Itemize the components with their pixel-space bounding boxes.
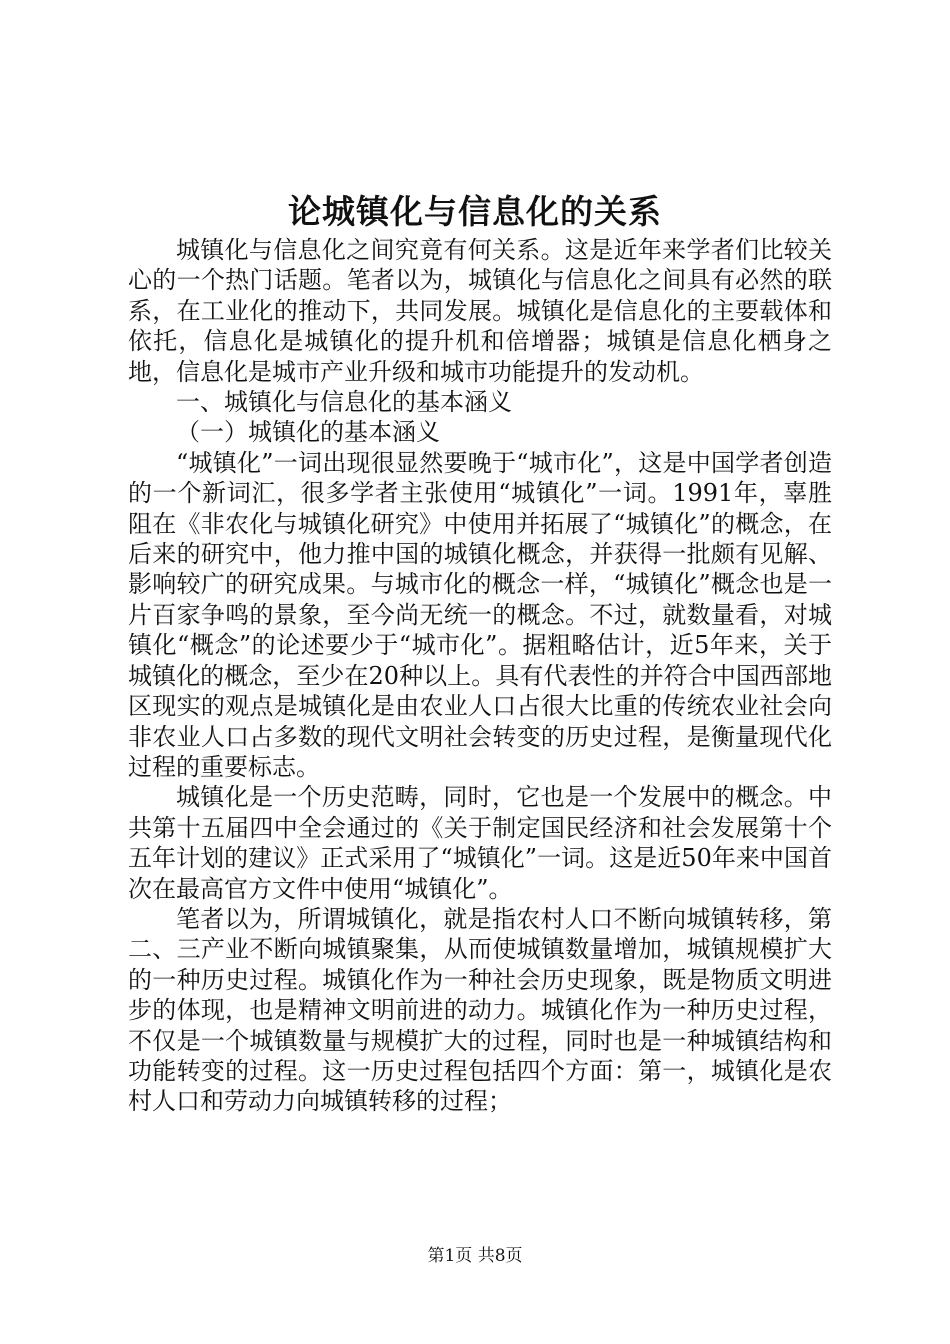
- paragraph-history: 城镇化是一个历史范畴，同时，它也是一个发展中的概念。中共第十五届四中全会通过的《关于制定国民经济和社会发展第十个五年计划的建议》正式采用了“城镇化”一词。这是近50年来中国首次在最高官方文件中使用“城镇化”。: [128, 783, 832, 903]
- page-number-footer: 第1页 共8页: [427, 1246, 523, 1266]
- paragraph-intro: 城镇化与信息化之间究竟有何关系。这是近年来学者们比较关心的一个热门话题。笔者以为，城镇化与信息化之间具有必然的联系，在工业化的推动下，共同发展。城镇化是信息化的主要载体和依托，信息化是城镇化的提升机和倍增器；城镇是信息化栖身之地，信息化是城市产业升级和城市功能提升的发动机。: [128, 236, 832, 386]
- document-body: [128, 235, 832, 1117]
- paragraph-author-view: 笔者以为，所谓城镇化，就是指农村人口不断向城镇转移，第二、三产业不断向城镇聚集，从而使城镇数量增加，城镇规模扩大的一种历史过程。城镇化作为一种社会历史现象，既是物质文明进步的体现，也是精神文明前进的动力。城镇化作为一种历史过程，不仅是一个城镇数量与规模扩大的过程，同时也是一种城镇结构和功能转变的过程。这一历史过程包括四个方面：第一，城镇化是农村人口和劳动力向城镇转移的过程；: [128, 904, 832, 1116]
- section-heading: 一、城镇化与信息化的基本涵义: [176, 388, 512, 417]
- subsection-heading: （一）城镇化的基本涵义: [176, 418, 440, 447]
- paragraph-definition: “城镇化”一词出现很显然要晚于“城市化”，这是中国学者创造的一个新词汇，很多学者主张使用“城镇化”一词。1991年，辜胜阻在《非农化与城镇化研究》中使用并拓展了“城镇化”的概念，在后来的研究中，他力推中国的城镇化概念，并获得一批颇有见解、影响较广的研究成果。与城市化的概念一样，“城镇化”概念也是一片百家争鸣的景象，至今尚无统一的概念。不过，就数量看，对城镇化“概念”的论述要少于“城市化”。据粗略估计，近5年来，关于城镇化的概念，至少在20种以上。具有代表性的并符合中国西部地区现实的观点是城镇化是由农业人口占很大比重的传统农业社会向非农业人口占多数的现代文明社会转变的历史过程，是衡量现代化过程的重要标志。: [128, 448, 832, 781]
- document-title: 论城镇化与信息化的关系: [288, 192, 662, 231]
